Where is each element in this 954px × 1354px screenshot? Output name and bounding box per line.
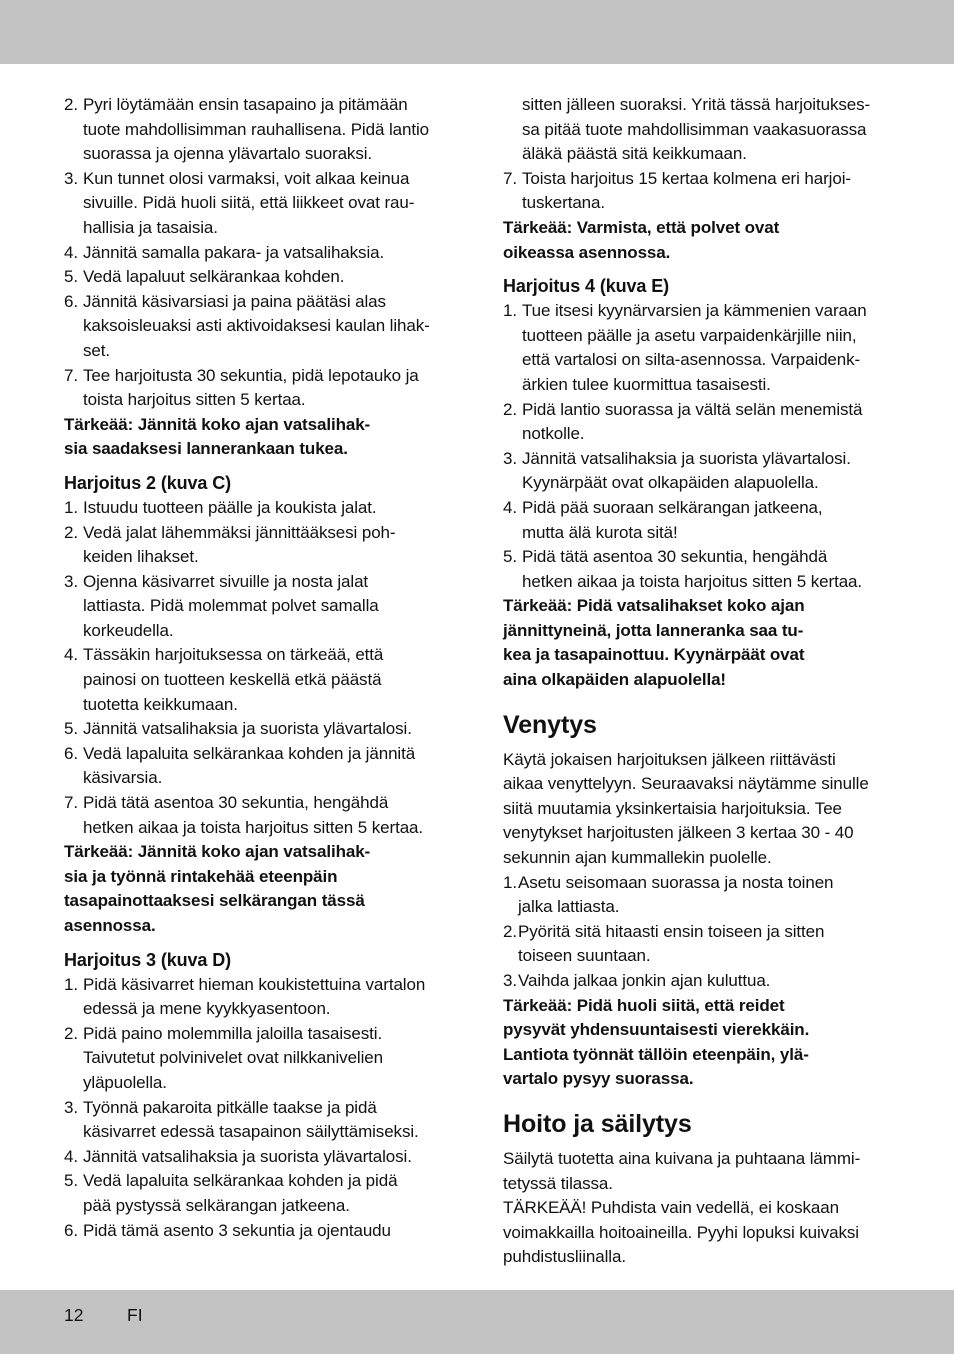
list-item: 2. Pyri löytämään ensin tasapaino ja pitämään tuote mahdollisimman rauhallisena. Pidä lantio suorassa ja ojenna ylävartalo suoraksi. [64,95,429,164]
header-bar [0,0,954,64]
exercise4-steps [503,299,895,594]
exercise1-warning: Tärkeää: Jännitä koko ajan vatsalihak- sia saadaksesi lannerankaan tukea. [64,414,371,459]
list-item: 1. Asetu seisomaan suorassa ja nosta toinen jalka lattiasta. [503,872,834,917]
care-text: Säilytä tuotetta aina kuivana ja puhtaana lämmi- tetyssä tilassa. [503,1148,861,1193]
stretch-heading: Venytys [503,710,597,739]
list-item: 2. Pyöritä sitä hitaasti ensin toiseen ja sitten toiseen suuntaan. [503,921,825,966]
list-item: 5. Vedä lapaluut selkärankaa kohden. [64,267,345,287]
exercise3-warning: Tärkeää: Varmista, että polvet ovat oikeassa asennossa. [503,217,780,262]
footer-bar [0,1290,954,1354]
exercise3-heading: Harjoitus 3 (kuva D) [64,949,232,970]
exercise3-continuation: sitten jälleen suoraksi. Yritä tässä harjoitukses- sa pitää tuote mahdollisimman vaakasuorassa äläkä päästä sitä keikkumaan. [522,95,871,164]
list-item: 3. Vaihda jalkaa jonkin ajan kuluttua. [503,971,771,990]
exercise3-steps [64,973,456,1244]
exercise2-heading: Harjoitus 2 (kuva C) [64,472,232,493]
stretch-steps [503,871,895,994]
list-item: 5. Jännitä vatsalihaksia ja suorista ylävartalosi. [64,719,412,739]
list-item: 4. Jännitä samalla pakara- ja vatsalihaksia. [64,242,385,262]
list-item: 2. Pidä paino molemmilla jaloilla tasaisesti. Taivutetut polvinivelet ovat nilkkanivelien yläpuolella. [64,1023,383,1092]
list-item: 3. Kun tunnet olosi varmaksi, voit alkaa keinua sivuille. Pidä huoli siitä, että liikkeet ovat rau- hallisia ja tasaisia. [64,168,415,237]
exercise2-warning: Tärkeää: Jännitä koko ajan vatsalihak- sia ja työnnä rintakehää eteenpäin tasapainottaaksesi selkärangan tässä asennossa. [64,842,371,935]
list-item: 7. Pidä tätä asentoa 30 sekuntia, hengähdä hetken aikaa ja toista harjoitus sitten 5 kertaa. [64,793,424,837]
stretch-intro: Käytä jokaisen harjoituksen jälkeen riittävästi aikaa venyttelyyn. Seuraavaksi näytämme sinulle siitä muutamia yksinkertaisia harjoituksia. Tee venytykset harjoitusten jälkeen 3 kertaa 30 - 40 sekunnin ajan kummallekin puolelle. [503,749,869,868]
list-item: 4. Tässäkin harjoituksessa on tärkeää, että painosi on tuotteen keskellä etkä päästä tuotetta keikkumaan. [64,645,384,714]
stretch-warning: Tärkeää: Pidä huoli siitä, että reidet pysyvät yhdensuuntaisesti vierekkäin. Lantiota työnnät tällöin eteenpäin, ylä- vartalo pysyy suorassa. [503,995,810,1089]
list-item: 5. Vedä lapaluita selkärankaa kohden ja pidä pää pystyssä selkärangan jatkeena. [64,1171,398,1215]
list-item: 1. Istuudu tuotteen päälle ja koukista jalat. [64,497,377,517]
list-item: 1. Pidä käsivarret hieman koukistettuina vartalon edessä ja mene kyykkyasentoon. [64,974,426,1019]
list-item: 6. Pidä tämä asento 3 sekuntia ja ojentaudu [64,1220,391,1240]
list-item: 2. Vedä jalat lähemmäksi jännittääksesi poh- keiden lihakset. [64,522,396,567]
list-item: 2. Pidä lantio suorassa ja vältä selän menemistä notkolle. [503,399,863,444]
list-item: 3. Jännitä vatsalihaksia ja suorista ylävartalosi. Kyynärpäät ovat olkapäiden alapuolella. [503,448,851,493]
list-item: 3. Työnnä pakaroita pitkälle taakse ja pidä käsivarret edessä tasapainon säilyttämiseksi. [64,1097,419,1142]
list-item: 7. Toista harjoitus 15 kertaa kolmena eri harjoi- tuskertana. [503,168,851,213]
exercise2-steps [64,496,456,840]
list-item: 7. Tee harjoitusta 30 sekuntia, pidä lepotauko ja toista harjoitus sitten 5 kertaa. [64,365,419,410]
list-item: 3. Ojenna käsivarret sivuille ja nosta jalat lattiasta. Pidä molemmat polvet samalla korkeudella. [64,571,379,640]
page-number: 12 [64,1305,84,1325]
list-item: 1. Tue itsesi kyynärvarsien ja kämmenien varaan tuotteen päälle ja asetu varpaidenkärjille niin, että vartalosi on silta-asennossa. Varpaidenk- ärkien tulee kuormittua tasaisesti. [503,301,867,394]
care-warning-text: TÄRKEÄÄ! Puhdista vain vedellä, ei koskaan voimakkailla hoitoaineilla. Pyyhi lopuksi kuivaksi puhdistusliinalla. [503,1198,859,1267]
list-item: 4. Pidä pää suoraan selkärangan jatkeena, mutta älä kurota sitä! [503,497,823,542]
right-column [503,93,895,1270]
left-column [64,93,456,1243]
care-heading: Hoito ja säilytys [503,1109,692,1138]
exercise4-heading: Harjoitus 4 (kuva E) [503,276,670,297]
exercise1-steps [64,93,456,413]
list-item: 6. Jännitä käsivarsiasi ja paina päätäsi alas kaksoisleuaksi asti aktivoidaksesi kaulan lihak- set. [64,291,430,360]
list-item: 4. Jännitä vatsalihaksia ja suorista ylävartalosi. [64,1146,412,1166]
list-item: 5. Pidä tätä asentoa 30 sekuntia, hengähdä hetken aikaa ja toista harjoitus sitten 5 kertaa. [503,547,863,591]
list-item: 6. Vedä lapaluita selkärankaa kohden ja jännitä käsivarsia. [64,743,416,788]
exercise4-warning: Tärkeää: Pidä vatsalihakset koko ajan jännittyneinä, jotta lanneranka saa tu- kea ja tasapainottuu. Kyynärpäät ovat aina olkapäiden alapuolella! [503,596,805,690]
language-code: FI [127,1305,143,1325]
